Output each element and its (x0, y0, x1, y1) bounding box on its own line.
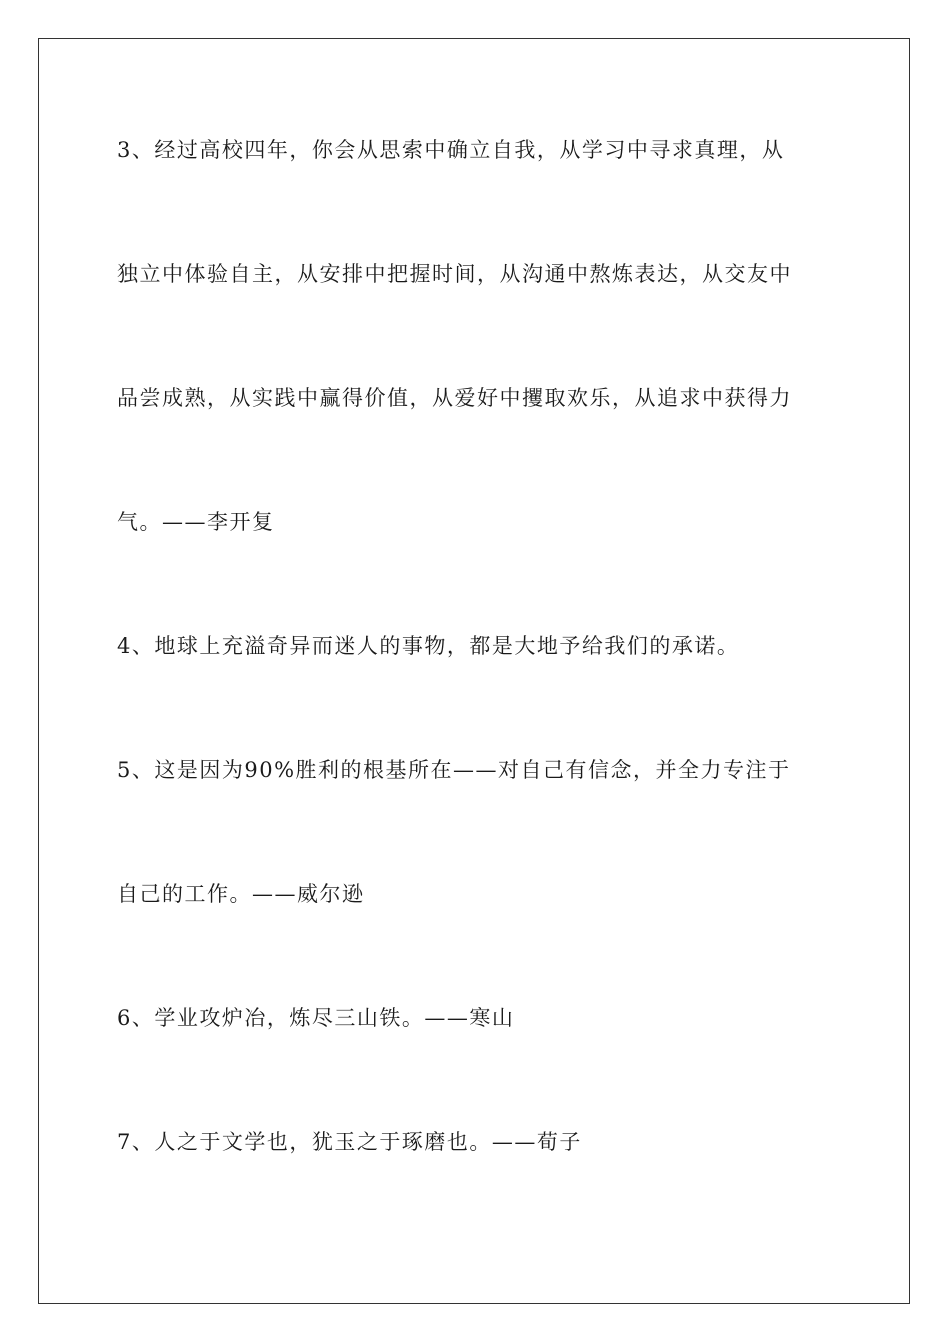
text-line-quote-3-part-3: 品尝成熟，从实践中赢得价值，从爱好中攫取欢乐，从追求中获得力 (117, 386, 792, 410)
text-line-quote-5-part-2: 自己的工作。——威尔逊 (117, 882, 365, 906)
text-line-quote-3-part-1: 3、经过高校四年，你会从思索中确立自我，从学习中寻求真理，从 (117, 138, 785, 162)
text-line-quote-3-part-4: 气。——李开复 (117, 510, 275, 534)
text-line-quote-6: 6、学业攻炉冶，炼尽三山铁。——寒山 (117, 1006, 515, 1030)
text-line-quote-3-part-2: 独立中体验自主，从安排中把握时间，从沟通中熬炼表达，从交友中 (117, 262, 792, 286)
text-line-quote-7: 7、人之于文学也，犹玉之于琢磨也。——荀子 (117, 1130, 582, 1154)
page-frame (38, 38, 910, 1304)
text-line-quote-4: 4、地球上充溢奇异而迷人的事物，都是大地予给我们的承诺。 (117, 634, 740, 658)
text-line-quote-5-part-1: 5、这是因为90%胜利的根基所在——对自己有信念，并全力专注于 (117, 758, 791, 782)
